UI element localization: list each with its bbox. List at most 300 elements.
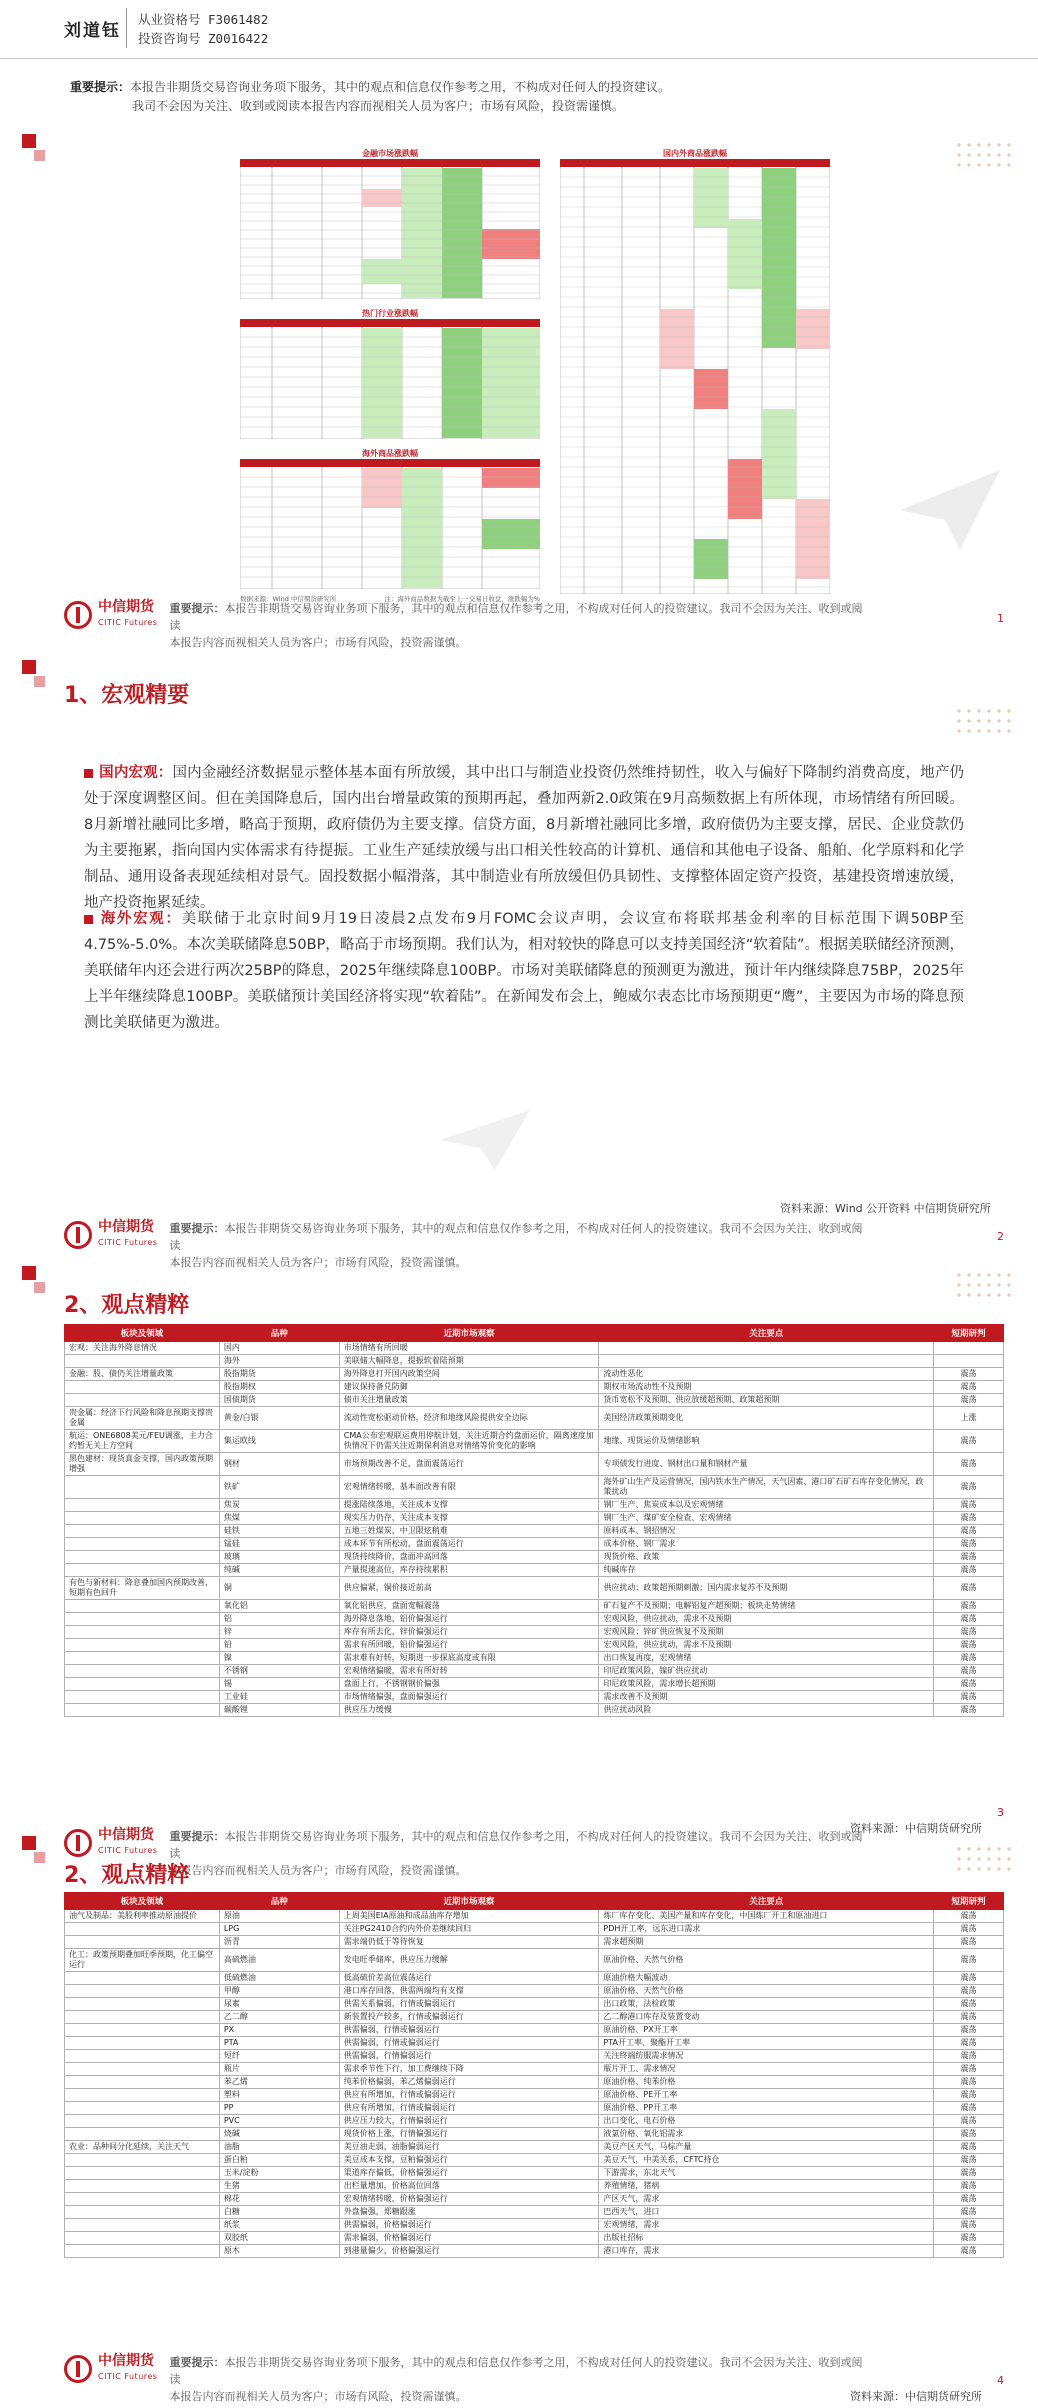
table-row (65, 1577, 1004, 1600)
license-investment: 投资咨询号 Z0016422 (138, 31, 269, 46)
footer-note-line2: 本报告内容而视相关人员为客户；市场有风险，投资需谨慎。 (169, 2390, 467, 2403)
focus-cell: 宏观情绪，需求 (599, 2219, 934, 2232)
product-cell: 尿素 (219, 1998, 339, 2011)
focus-cell: 液氯价格、氧化铝需求 (599, 2128, 934, 2141)
outlook-cell: 震荡 (934, 1985, 1004, 1998)
observation-cell: 供应压力较大，行情偏弱运行 (339, 2115, 599, 2128)
table-note-left: 数据来源：Wind 中信期货研究所 (240, 595, 337, 603)
decor-dots (954, 706, 1014, 736)
table-row (65, 2011, 1004, 2024)
financial-table-grid (240, 159, 540, 299)
table-row (65, 1551, 1004, 1564)
observation-cell: 供应有所增加，行情或偏弱运行 (339, 2089, 599, 2102)
outlook-cell: 震荡 (934, 2167, 1004, 2180)
sector-cell (65, 2219, 220, 2232)
observation-cell: 美豆成本支撑，豆粕偏强运行 (339, 2154, 599, 2167)
table-row (65, 2115, 1004, 2128)
logo-cn: 中信期货 (98, 2353, 154, 2369)
observation-cell: 低高硫价差高位震荡运行 (339, 1972, 599, 1985)
product-cell: 股指期货 (219, 1368, 339, 1381)
product-cell: 沥青 (219, 1936, 339, 1949)
observation-cell: 纯苯价格偏弱，苯乙烯偏弱运行 (339, 2076, 599, 2089)
logo-cn: 中信期货 (98, 1219, 154, 1235)
product-cell: 铁矿 (219, 1476, 339, 1499)
decor-dots (954, 1844, 1014, 1874)
paper-plane-decor (440, 1110, 530, 1170)
table-title: 热门行业涨跌幅 (362, 309, 418, 318)
focus-cell: 关注终端纺服需求情况 (599, 2050, 934, 2063)
table-row (65, 1430, 1004, 1453)
license-block (138, 10, 268, 48)
focus-cell: PTA开工率、聚酯开工率 (599, 2037, 934, 2050)
sector-cell (65, 2037, 220, 2050)
focus-cell: 美国经济政策预期变化 (599, 1407, 934, 1430)
sector-cell (65, 1564, 220, 1577)
focus-cell: 纯碱库存 (599, 1564, 934, 1577)
sector-cell (65, 1600, 220, 1613)
table-row (65, 1613, 1004, 1626)
sector-cell (65, 2245, 220, 2258)
table-row (65, 2180, 1004, 2193)
focus-cell: 港口库存，需求 (599, 2245, 934, 2258)
sector-cell (65, 2089, 220, 2102)
sector-cell (65, 1512, 220, 1525)
sector-cell (65, 1626, 220, 1639)
focus-cell: 乙二醇港口库存及装置变动 (599, 2011, 934, 2024)
sector-cell (65, 2128, 220, 2141)
footer-note-line2: 本报告内容而视相关人员为客户；市场有风险，投资需谨慎。 (169, 636, 467, 649)
product-cell: 国内 (219, 1342, 339, 1355)
sector-cell (65, 1678, 220, 1691)
decor-dots (954, 140, 1014, 170)
focus-cell: 巴西天气，进口 (599, 2206, 934, 2219)
overseas-macro-paragraph (84, 906, 964, 1036)
observation-cell: 港口库存回落，供需两端均有支撑 (339, 1985, 599, 1998)
table-row (65, 1499, 1004, 1512)
page4-source: 资料来源：中信期货研究所 (850, 2390, 982, 2403)
table-row (65, 1936, 1004, 1949)
page-number: 2 (997, 1230, 1004, 1243)
observation-cell: 建议保持备兑防御 (339, 1381, 599, 1394)
outlook-cell: 震荡 (934, 2037, 1004, 2050)
focus-cell: 印尼政策风险，镍矿供应扰动 (599, 1665, 934, 1678)
section-title-macro: 1、宏观精要 (64, 683, 190, 708)
logo-en: CITIC Futures (98, 2372, 158, 2381)
sector-cell: 金融：股、债仍关注增量政策 (65, 1368, 220, 1381)
sector-cell (65, 1691, 220, 1704)
bullet-icon (84, 769, 93, 778)
product-cell: 生猪 (219, 2180, 339, 2193)
outlook-cell: 震荡 (934, 2232, 1004, 2245)
sector-cell (65, 1355, 220, 1368)
table-row (65, 2128, 1004, 2141)
observation-cell: 到港量偏少，价格偏强运行 (339, 2245, 599, 2258)
citic-logo-mark (64, 601, 92, 629)
focus-cell: 美豆产区天气，马棕产量 (599, 2141, 934, 2154)
product-cell: 玉米/淀粉 (219, 2167, 339, 2180)
product-cell: 股指期权 (219, 1381, 339, 1394)
bullet-icon (84, 915, 93, 924)
sector-cell: 黑色建材：现货真金支撑，国内政策预期增强 (65, 1453, 220, 1476)
product-cell: PVC (219, 2115, 339, 2128)
sector-cell (65, 1538, 220, 1551)
focus-cell: 原油价格、PX开工率 (599, 2024, 934, 2037)
outlook-cell: 震荡 (934, 2115, 1004, 2128)
sector-cell (65, 1551, 220, 1564)
product-cell: 锡 (219, 1678, 339, 1691)
logo-en: CITIC Futures (98, 618, 158, 627)
table-header-cell: 板块及领域 (65, 1893, 220, 1910)
logo-cn: 中信期货 (98, 599, 154, 615)
footer-note-line1: 本报告非期货交易咨询业务项下服务，其中的观点和信息仅作参考之用，不构成对任何人的投资建议。我司不会因为关注、收到或阅读 (169, 1830, 863, 1860)
focus-cell: PDH开工率，远东进口需求 (599, 1923, 934, 1936)
focus-cell: 下游需求，东北天气 (599, 2167, 934, 2180)
table-row (65, 1476, 1004, 1499)
sector-cell (65, 1665, 220, 1678)
section-title-views-2: 2、观点精粹 (64, 1863, 190, 1888)
table-header-cell: 品种 (219, 1325, 339, 1342)
focus-cell (599, 1342, 934, 1355)
outlook-cell: 震荡 (934, 1551, 1004, 1564)
product-cell: 硅铁 (219, 1525, 339, 1538)
views-table (64, 1892, 1004, 2258)
observation-cell: 债市关注增量政策 (339, 1394, 599, 1407)
outlook-cell: 震荡 (934, 2050, 1004, 2063)
focus-cell: 印尼政策风险，需求增长超预期 (599, 1678, 934, 1691)
focus-cell: 期权市场流动性不及预期 (599, 1381, 934, 1394)
sector-cell (65, 1652, 220, 1665)
footer-note (169, 1220, 869, 1271)
sector-cell (65, 2076, 220, 2089)
focus-cell: 货币宽松不及预期、供应放缓超预期、政策超预期 (599, 1394, 934, 1407)
outlook-cell: 震荡 (934, 2102, 1004, 2115)
table-row (65, 1678, 1004, 1691)
observation-cell: 盘面上行，不锈钢钢价偏强 (339, 1678, 599, 1691)
focus-cell: 原油价格大幅波动 (599, 1972, 934, 1985)
observation-cell: 供需关系偏弱，行情或偏弱运行 (339, 1998, 599, 2011)
table-row (65, 1368, 1004, 1381)
observation-cell: 流动性宽松驱动价格，经济和地缘风险提供安全边际 (339, 1407, 599, 1430)
footer-note-label: 重要提示： (169, 602, 225, 615)
outlook-cell: 震荡 (934, 2219, 1004, 2232)
table-row (65, 1704, 1004, 1717)
table-financial-markets (240, 148, 540, 303)
page3-source: 资料来源：中信期货研究所 (850, 1822, 982, 1835)
table-row (65, 2141, 1004, 2154)
table-row (65, 1381, 1004, 1394)
corner-marker-small (34, 1282, 45, 1293)
table-row (65, 1626, 1004, 1639)
focus-cell: 原料成本、钢招情况 (599, 1525, 934, 1538)
focus-cell: 专项债发行进度、钢材出口量和钢材产量 (599, 1453, 934, 1476)
page1-footer (64, 600, 1004, 652)
table-row (65, 2206, 1004, 2219)
observation-cell: 现货价格上涨，行情偏强运行 (339, 2128, 599, 2141)
footer-note (169, 2354, 869, 2405)
product-cell: 锰硅 (219, 1538, 339, 1551)
outlook-cell: 震荡 (934, 1910, 1004, 1923)
focus-cell: 钢厂生产、煤矿安全检查、宏观情绪 (599, 1512, 934, 1525)
sector-cell: 宏观：关注海外降息情况 (65, 1342, 220, 1355)
outlook-cell: 震荡 (934, 2076, 1004, 2089)
table-row (65, 1564, 1004, 1577)
focus-cell: 出口恢复再度，宏观情绪 (599, 1652, 934, 1665)
outlook-cell: 震荡 (934, 1639, 1004, 1652)
sector-cell (65, 2024, 220, 2037)
observation-cell: 渠道库存偏低，价格偏强运行 (339, 2167, 599, 2180)
product-cell: LPG (219, 1923, 339, 1936)
product-cell: 苯乙烯 (219, 2076, 339, 2089)
footer-note (169, 1828, 869, 1879)
footer-note-line1: 本报告非期货交易咨询业务项下服务，其中的观点和信息仅作参考之用，不构成对任何人的投资建议。我司不会因为关注、收到或阅读 (169, 1222, 863, 1252)
outlook-cell: 震荡 (934, 1394, 1004, 1407)
outlook-cell: 震荡 (934, 2193, 1004, 2206)
table-row (65, 1652, 1004, 1665)
table-row (65, 1407, 1004, 1430)
outlook-cell: 震荡 (934, 1626, 1004, 1639)
table-row (65, 1639, 1004, 1652)
footer-note-line1: 本报告非期货交易咨询业务项下服务，其中的观点和信息仅作参考之用，不构成对任何人的投资建议。我司不会因为关注、收到或阅读 (169, 602, 863, 632)
logo-en: CITIC Futures (98, 1846, 158, 1855)
observation-cell: 供应压力缓慢 (339, 1704, 599, 1717)
focus-cell: 美豆天气，中美关系，CFTC持仓 (599, 2154, 934, 2167)
outlook-cell: 震荡 (934, 2154, 1004, 2167)
sector-cell (65, 2180, 220, 2193)
corner-marker (22, 1266, 36, 1280)
focus-cell: 宏观风险；锌矿供应恢复不及预期 (599, 1626, 934, 1639)
table-row (65, 1985, 1004, 1998)
focus-cell: 出版社招标 (599, 2232, 934, 2245)
table-row (65, 1910, 1004, 1923)
observation-cell: 供需偏弱，行情或偏弱运行 (339, 2024, 599, 2037)
table-commodities (560, 148, 830, 598)
focus-cell: 需求改善不及预期 (599, 1691, 934, 1704)
product-cell: 原木 (219, 2245, 339, 2258)
citic-logo-mark (64, 1221, 92, 1249)
product-cell: 铅 (219, 1639, 339, 1652)
observation-cell: 市场情绪偏强，盘面偏强运行 (339, 1691, 599, 1704)
license-qualification: 从业资格号 F3061482 (138, 12, 269, 27)
sector-cell (65, 2102, 220, 2115)
outlook-cell: 震荡 (934, 1368, 1004, 1381)
focus-cell: 海外矿山生产及运营情况，国内铁水生产情况，天气因素、港口矿石矿石库存变化情况，政策扰动 (599, 1476, 934, 1499)
product-cell: 铜 (219, 1577, 339, 1600)
observation-cell: 海外降息落地，铝价偏强运行 (339, 1613, 599, 1626)
observation-cell: 氧化铝供应，盘面宽幅震荡 (339, 1600, 599, 1613)
product-cell: 黄金/白银 (219, 1407, 339, 1430)
sector-cell (65, 1704, 220, 1717)
sector-cell (65, 2206, 220, 2219)
table-row (65, 1538, 1004, 1551)
header-divider (126, 8, 127, 48)
observation-cell: 现实压力仍存，关注成本支撑 (339, 1512, 599, 1525)
page2-source: 资料来源：Wind 公开资料 中信期货研究所 (780, 1202, 991, 1215)
table-row (65, 1394, 1004, 1407)
corner-marker (22, 660, 36, 674)
top-notice (70, 78, 970, 116)
observation-cell: CMA公布宏观联运费用停航计划，关注近期合约盘面运价，隔离速度加快情况下仍需关注近期保利消息对情绪等价变化的影响 (339, 1430, 599, 1453)
table-title: 国内外商品涨跌幅 (663, 149, 727, 158)
footer-note-label: 重要提示： (169, 2356, 225, 2369)
table-title: 金融市场涨跌幅 (362, 149, 418, 158)
table-row (65, 1355, 1004, 1368)
table-row (65, 2245, 1004, 2258)
product-cell: 铝 (219, 1613, 339, 1626)
observation-cell: 宏观情绪转暖，价格偏强运行 (339, 2193, 599, 2206)
table-row (65, 1923, 1004, 1936)
table-row (65, 2050, 1004, 2063)
outlook-cell: 震荡 (934, 1499, 1004, 1512)
focus-cell: 钢厂生产、焦炭成本以及宏观情绪 (599, 1499, 934, 1512)
footer-note-line1: 本报告非期货交易咨询业务项下服务，其中的观点和信息仅作参考之用，不构成对任何人的投资建议。我司不会因为关注、收到或阅读 (169, 2356, 863, 2386)
table-hot-industries (240, 308, 540, 443)
table-header-cell: 短期研判 (934, 1325, 1004, 1342)
table-row (65, 1691, 1004, 1704)
page-number: 1 (997, 612, 1004, 625)
observation-cell: 需求偏弱，价格偏弱运行 (339, 2232, 599, 2245)
footer-note-label: 重要提示： (169, 1830, 225, 1843)
notice-line1: 本报告非期货交易咨询业务项下服务，其中的观点和信息仅作参考之用，不构成对任何人的投资建议。 (130, 80, 671, 94)
outlook-cell: 震荡 (934, 1949, 1004, 1972)
notice-line2: 我司不会因为关注、收到或阅读本报告内容而视相关人员为客户；市场有风险，投资需谨慎。 (132, 99, 625, 113)
observation-cell: 需求端仍低于等待恢复 (339, 1936, 599, 1949)
product-cell: 蛋白粕 (219, 2154, 339, 2167)
table-header-cell: 关注要点 (599, 1325, 934, 1342)
observation-cell: 发电旺季储库，供应压力缓解 (339, 1949, 599, 1972)
corner-marker-small (34, 1852, 45, 1863)
corner-marker-small (34, 676, 45, 687)
page-number: 4 (997, 2374, 1004, 2387)
page3-footer (64, 1806, 1004, 1880)
sector-cell (65, 2193, 220, 2206)
focus-cell: 供应扰动风险 (599, 1704, 934, 1717)
observation-cell: 新装置投产较多，行情或偏弱运行 (339, 2011, 599, 2024)
product-cell: 工业硅 (219, 1691, 339, 1704)
product-cell: 镍 (219, 1652, 339, 1665)
table-row (65, 2154, 1004, 2167)
outlook-cell: 震荡 (934, 1972, 1004, 1985)
table-row (65, 2102, 1004, 2115)
outlook-cell: 震荡 (934, 2245, 1004, 2258)
observation-cell: 现货持续降价，盘面冲高回落 (339, 1551, 599, 1564)
outlook-cell: 震荡 (934, 1923, 1004, 1936)
sector-cell: 化工：政策预期叠加旺季预期，化工偏空运行 (65, 1949, 220, 1972)
corner-marker-small (34, 150, 45, 161)
sector-cell: 航运：ONE6808美元/FEU调涨，主力合约暂无关上方空间 (65, 1430, 220, 1453)
focus-cell: 原油价格、PP开工率 (599, 2102, 934, 2115)
sector-cell (65, 1381, 220, 1394)
footer-note-line2: 本报告内容而视相关人员为客户；市场有风险，投资需谨慎。 (169, 1256, 467, 1269)
outlook-cell: 震荡 (934, 1704, 1004, 1717)
table-header-cell: 短期研判 (934, 1893, 1004, 1910)
focus-cell: 流动性恶化 (599, 1368, 934, 1381)
table-header-cell: 板块及领域 (65, 1325, 220, 1342)
outlook-cell: 震荡 (934, 1538, 1004, 1551)
table-row (65, 1949, 1004, 1972)
sector-cell (65, 1998, 220, 2011)
observation-cell: 供需偏弱，行情或偏弱运行 (339, 2037, 599, 2050)
outlook-cell: 震荡 (934, 2024, 1004, 2037)
section-title-views: 2、观点精粹 (64, 1293, 190, 1318)
product-cell: 集运欧线 (219, 1430, 339, 1453)
product-cell: 纸浆 (219, 2219, 339, 2232)
observation-cell: 供需偏弱，价格偏弱运行 (339, 2219, 599, 2232)
table-row (65, 1998, 1004, 2011)
logo-en: CITIC Futures (98, 1238, 158, 1247)
industries-table-grid (240, 319, 540, 439)
sector-cell (65, 1525, 220, 1538)
page2-footer (64, 1220, 1004, 1272)
product-cell: 瓶片 (219, 2063, 339, 2076)
product-cell: PTA (219, 2037, 339, 2050)
table-title: 海外商品涨跌幅 (362, 449, 418, 458)
table-row (65, 2219, 1004, 2232)
focus-cell: 地缘、现货运价及情绪影响 (599, 1430, 934, 1453)
sector-cell (65, 2154, 220, 2167)
table-overseas-commodities (240, 448, 540, 603)
product-cell: 钢材 (219, 1453, 339, 1476)
product-cell: 棉花 (219, 2193, 339, 2206)
sector-cell (65, 1936, 220, 1949)
focus-cell: 现货价格、政策 (599, 1551, 934, 1564)
product-cell: 不锈钢 (219, 1665, 339, 1678)
outlook-cell: 震荡 (934, 2141, 1004, 2154)
table-row (65, 1512, 1004, 1525)
table-header-cell: 近期市场观察 (339, 1325, 599, 1342)
outlook-cell: 震荡 (934, 1678, 1004, 1691)
sector-cell (65, 1972, 220, 1985)
product-cell: 短纤 (219, 2050, 339, 2063)
paper-plane-decor (900, 470, 1000, 550)
observation-cell: 上周美国EIA原油和成品油库存增加 (339, 1910, 599, 1923)
footer-note-line2: 本报告内容而视相关人员为客户；市场有风险，投资需谨慎。 (169, 1864, 467, 1877)
overseas-text: 美联储于北京时间9月19日凌晨2点发布9月FOMC会议声明，会议宣布将联邦基金利率的目标范围下调50BP至4.75%-5.0%。本次美联储降息50BP，略高于市场预期。我们认为，相对较快的降息可以支持美国经济“软着陆”。根据美联储经济预测，美联储年内还会进行两次25BP的降息，2025年继续降息100BP。市场对美联储降息的预测更为激进，预计年内继续降息75BP，2025年上半年继续降息100BP。美联储预计美国经济将实现“软着陆”。在新闻发布会上，鲍威尔表态比市场预期更“鹰”，主要因为市场的降息预测比美联储更为激进。 (84, 911, 964, 1031)
product-cell: 原油 (219, 1910, 339, 1923)
citic-logo (64, 1828, 157, 1858)
table-row (65, 2063, 1004, 2076)
observation-cell: 提涨陆续落地，关注成本支撑 (339, 1499, 599, 1512)
table-header-cell: 近期市场观察 (339, 1893, 599, 1910)
product-cell: 塑料 (219, 2089, 339, 2102)
sector-cell (65, 2063, 220, 2076)
citic-logo-mark (64, 1829, 92, 1857)
views-table (64, 1324, 1004, 1717)
focus-cell (599, 1355, 934, 1368)
focus-cell: 原油价格、纯苯价格 (599, 2076, 934, 2089)
table-row (65, 1972, 1004, 1985)
product-cell: 双胶纸 (219, 2232, 339, 2245)
table-row (65, 2024, 1004, 2037)
table-row (65, 1600, 1004, 1613)
focus-cell: 原油价格、天然气价格 (599, 1949, 934, 1972)
outlook-cell: 震荡 (934, 2089, 1004, 2102)
domestic-label: 国内宏观： (99, 765, 173, 781)
product-cell: 国债期货 (219, 1394, 339, 1407)
observation-cell: 宏观情绪偏暖，需求有所好转 (339, 1665, 599, 1678)
outlook-cell: 震荡 (934, 1564, 1004, 1577)
table-row (65, 1342, 1004, 1355)
sector-cell (65, 1476, 220, 1499)
outlook-cell: 震荡 (934, 2180, 1004, 2193)
table-row (65, 2037, 1004, 2050)
observation-cell: 需求季节性下行，加工费继续下降 (339, 2063, 599, 2076)
product-cell: 纯碱 (219, 1564, 339, 1577)
product-cell: 玻璃 (219, 1551, 339, 1564)
observation-cell: 海外降息打开国内政策空间 (339, 1368, 599, 1381)
footer-note (169, 600, 869, 651)
overseas-label: 海外宏观： (99, 911, 182, 927)
focus-cell: 炼厂库存变化、美国产量和库存变化，中国炼厂开工和原油进口 (599, 1910, 934, 1923)
